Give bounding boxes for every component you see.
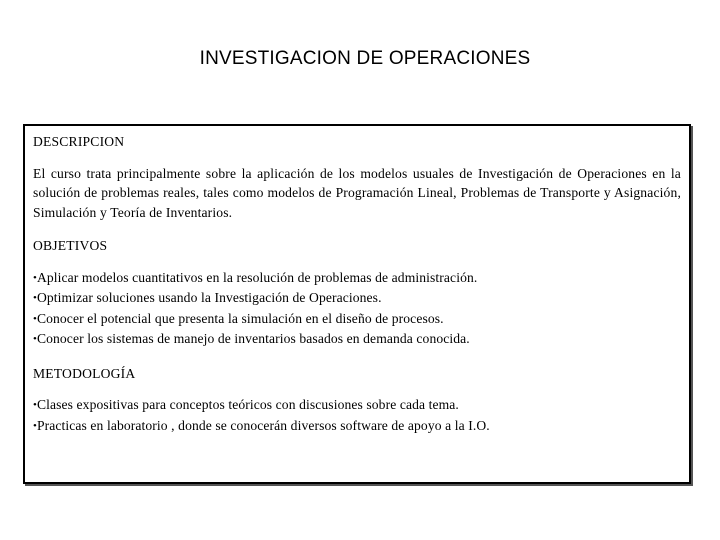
descripcion-text: El curso trata principalmente sobre la aplicación de los modelos usuales de Investigación de Operaciones en la solución de problemas reales, tales como modelos de Programación Lineal, Problemas de Transporte y Asignación, Simulación y Teoría de Inventarios.	[33, 165, 681, 220]
bullet-icon: •	[33, 333, 37, 345]
objetivos-list	[33, 268, 681, 350]
descripcion-heading: DESCRIPCION	[33, 134, 125, 149]
page-title: INVESTIGACION DE OPERACIONES	[199, 48, 531, 69]
list-item: •Optimizar soluciones usando la Investigación de Operaciones.	[33, 288, 681, 309]
list-item: •Conocer el potencial que presenta la simulación en el diseño de procesos.	[33, 309, 681, 330]
objetivos-heading: OBJETIVOS	[33, 238, 108, 253]
metodologia-list	[33, 395, 681, 436]
list-item: •Conocer los sistemas de manejo de inventarios basados en demanda conocida.	[33, 329, 681, 350]
metodologia-heading: METODOLOGÍA	[33, 365, 136, 381]
list-item: •Practicas en laboratorio , donde se conocerán diversos software de apoyo a la I.O.	[33, 416, 681, 437]
course-content	[33, 132, 681, 436]
bullet-icon: •	[33, 292, 37, 304]
bullet-icon: •	[33, 419, 37, 432]
list-item: •Clases expositivas para conceptos teóricos con discusiones sobre cada tema.	[33, 395, 681, 416]
course-description-box	[23, 124, 691, 484]
bullet-icon: •	[33, 312, 37, 325]
bullet-icon: •	[33, 399, 37, 411]
list-item: •Aplicar modelos cuantitativos en la resolución de problemas de administración.	[33, 268, 681, 289]
bullet-icon: •	[33, 271, 37, 284]
